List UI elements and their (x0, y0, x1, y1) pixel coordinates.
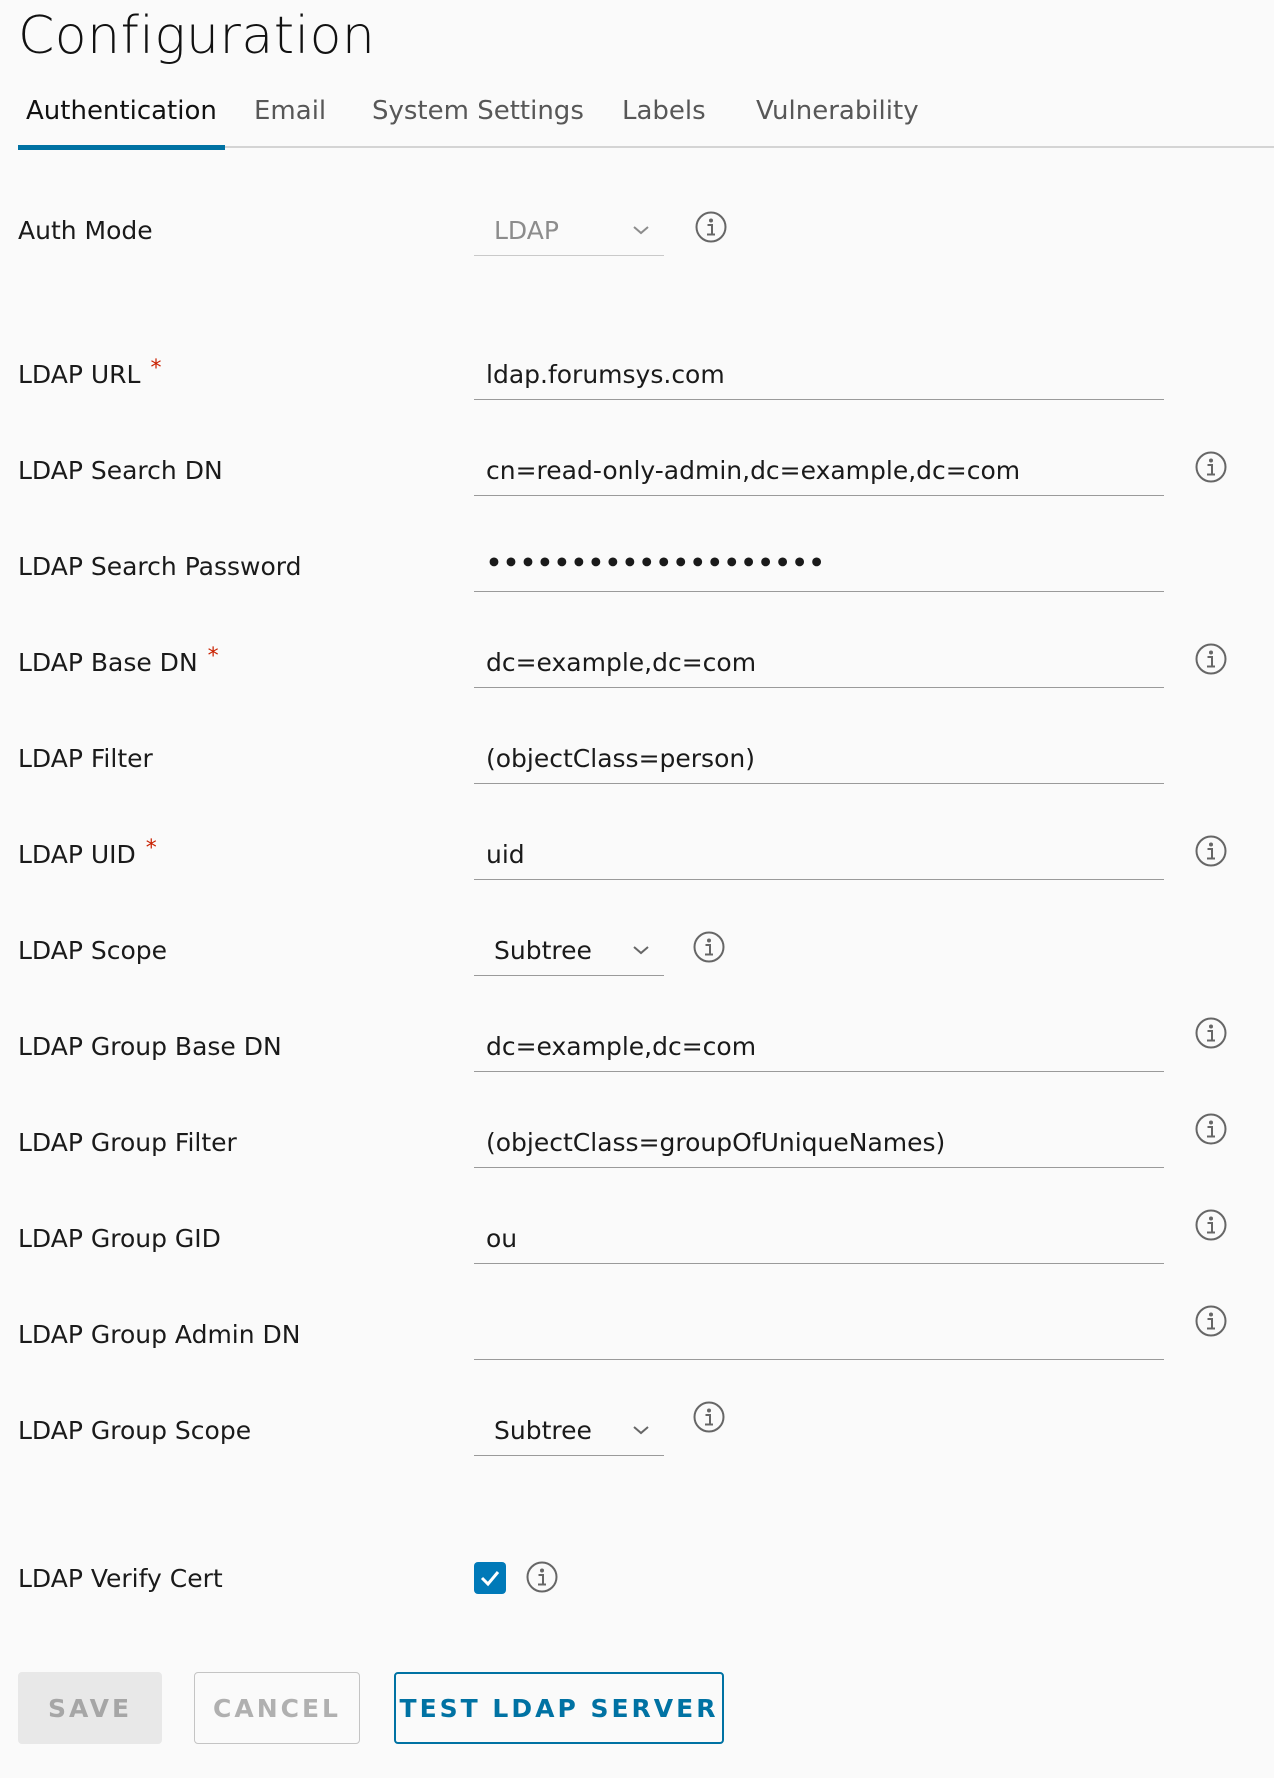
ldap-search-password-label: LDAP Search Password (18, 552, 302, 581)
required-marker: * (150, 356, 162, 381)
chevron-down-icon (632, 224, 650, 236)
test-ldap-server-button[interactable]: TEST LDAP SERVER (394, 1672, 724, 1744)
chevron-down-icon (632, 944, 650, 956)
ldap-group-gid-row (0, 1212, 1274, 1272)
ldap-search-dn-row (0, 444, 1274, 504)
tab-system-settings[interactable]: System Settings (372, 96, 584, 126)
tab-labels[interactable]: Labels (622, 96, 706, 126)
ldap-url-label: LDAP URL * (18, 356, 162, 389)
ldap-filter-row (0, 732, 1274, 792)
info-circle-icon[interactable] (692, 1400, 726, 1434)
check-icon (474, 1562, 506, 1594)
ldap-group-gid-label: LDAP Group GID (18, 1224, 221, 1253)
ldap-scope-select[interactable] (474, 924, 664, 976)
ldap-scope-value: Subtree (494, 936, 592, 965)
ldap-group-filter-input[interactable]: (objectClass=groupOfUniqueNames) (474, 1116, 1164, 1168)
ldap-verify-cert-label: LDAP Verify Cert (18, 1564, 223, 1593)
required-marker: * (145, 836, 157, 861)
info-circle-icon[interactable] (1194, 834, 1228, 868)
tab-authentication[interactable]: Authentication (26, 96, 217, 148)
ldap-group-admin-dn-label: LDAP Group Admin DN (18, 1320, 301, 1349)
auth-mode-select[interactable] (474, 204, 664, 256)
info-circle-icon[interactable] (1194, 1016, 1228, 1050)
page-title: Configuration (18, 6, 376, 66)
tab-email[interactable]: Email (254, 96, 327, 126)
required-marker: * (207, 644, 219, 669)
ldap-url-row (0, 348, 1274, 408)
auth-mode-row (0, 204, 1274, 264)
tab-bar (18, 92, 1274, 148)
info-circle-icon[interactable] (1194, 1112, 1228, 1146)
ldap-uid-input[interactable]: uid (474, 828, 1164, 880)
chevron-down-icon (632, 1424, 650, 1436)
ldap-filter-input[interactable]: (objectClass=person) (474, 732, 1164, 784)
ldap-url-input[interactable]: ldap.forumsys.com (474, 348, 1164, 400)
tab-vulnerability[interactable]: Vulnerability (756, 96, 919, 126)
ldap-search-dn-label: LDAP Search DN (18, 456, 223, 485)
ldap-search-password-row (0, 540, 1274, 600)
info-circle-icon[interactable] (525, 1560, 559, 1594)
ldap-group-scope-value: Subtree (494, 1416, 592, 1445)
ldap-uid-label: LDAP UID * (18, 836, 157, 869)
ldap-search-dn-input[interactable]: cn=read-only-admin,dc=example,dc=com (474, 444, 1164, 496)
ldap-group-filter-label: LDAP Group Filter (18, 1128, 237, 1157)
ldap-group-scope-label: LDAP Group Scope (18, 1416, 252, 1445)
info-circle-icon[interactable] (694, 210, 728, 244)
info-circle-icon[interactable] (692, 930, 726, 964)
ldap-scope-row (0, 924, 1274, 984)
info-circle-icon[interactable] (1194, 450, 1228, 484)
ldap-filter-label: LDAP Filter (18, 744, 153, 773)
ldap-group-base-dn-label: LDAP Group Base DN (18, 1032, 282, 1061)
ldap-group-gid-input[interactable]: ou (474, 1212, 1164, 1264)
auth-mode-label: Auth Mode (18, 216, 153, 245)
ldap-group-admin-dn-input[interactable] (474, 1308, 1164, 1360)
ldap-base-dn-row (0, 636, 1274, 696)
ldap-base-dn-label: LDAP Base DN * (18, 644, 219, 677)
ldap-uid-row (0, 828, 1274, 888)
ldap-search-password-input[interactable]: •••••••••••••••••••• (474, 540, 1164, 592)
ldap-group-scope-row (0, 1404, 1274, 1464)
ldap-verify-cert-row (0, 1560, 1274, 1620)
ldap-group-admin-dn-row (0, 1308, 1274, 1368)
ldap-group-filter-row (0, 1116, 1274, 1176)
cancel-button[interactable]: CANCEL (194, 1672, 360, 1744)
info-circle-icon[interactable] (1194, 642, 1228, 676)
ldap-base-dn-input[interactable]: dc=example,dc=com (474, 636, 1164, 688)
info-circle-icon[interactable] (1194, 1304, 1228, 1338)
ldap-scope-label: LDAP Scope (18, 936, 168, 965)
ldap-group-base-dn-row (0, 1020, 1274, 1080)
auth-mode-value: LDAP (494, 216, 559, 245)
info-circle-icon[interactable] (1194, 1208, 1228, 1242)
save-button[interactable]: SAVE (18, 1672, 162, 1744)
ldap-group-scope-select[interactable] (474, 1404, 664, 1456)
ldap-verify-cert-checkbox[interactable] (474, 1562, 506, 1594)
ldap-group-base-dn-input[interactable]: dc=example,dc=com (474, 1020, 1164, 1072)
